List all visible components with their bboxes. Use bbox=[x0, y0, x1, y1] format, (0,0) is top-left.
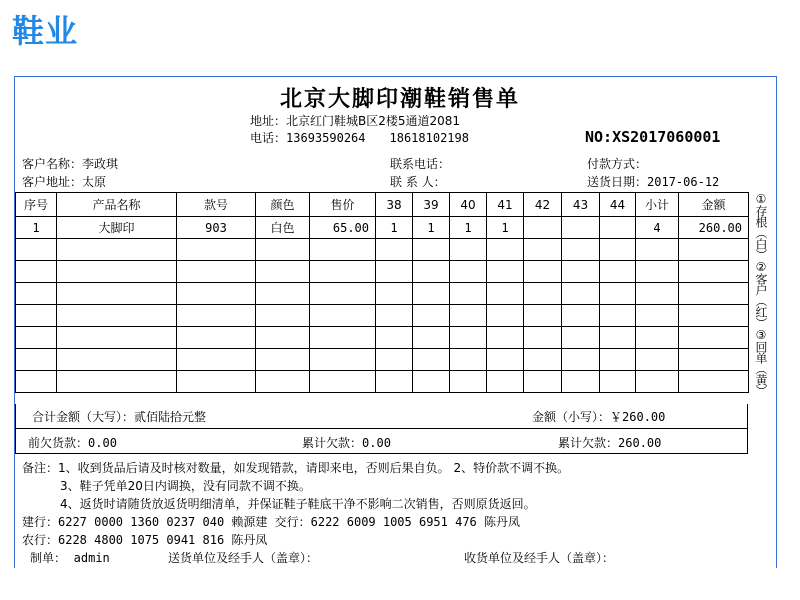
phone-1: 13693590264 bbox=[286, 131, 366, 145]
table-cell-empty bbox=[57, 305, 177, 327]
customer-address-value: 太原 bbox=[82, 175, 107, 189]
table-cell-empty bbox=[636, 283, 679, 305]
table-row-empty bbox=[16, 261, 749, 283]
prev-debt bbox=[28, 434, 117, 451]
table-cell-empty bbox=[57, 283, 177, 305]
column-header: 金额 bbox=[679, 193, 749, 217]
note-line-2: 3、鞋子凭单20日内调换，没有同款不调不换。 bbox=[60, 479, 311, 493]
column-header: 售价 bbox=[310, 193, 376, 217]
column-header: 小计 bbox=[636, 193, 679, 217]
prev-debt-label: 前欠货款： bbox=[28, 436, 89, 450]
total-debt-value: 260.00 bbox=[618, 436, 662, 450]
table-cell: 1 bbox=[450, 217, 487, 239]
maker-value: admin bbox=[73, 551, 110, 565]
column-header: 41 bbox=[487, 193, 524, 217]
table-cell: 1 bbox=[16, 217, 57, 239]
acc-debt-value: 0.00 bbox=[362, 436, 391, 450]
table-cell-empty bbox=[524, 327, 562, 349]
table-cell-empty bbox=[487, 283, 524, 305]
product-table bbox=[15, 192, 749, 393]
table-cell-empty bbox=[16, 349, 57, 371]
table-row-empty bbox=[16, 371, 749, 393]
payment-method: 付款方式： bbox=[587, 157, 648, 171]
table-cell-empty bbox=[562, 261, 600, 283]
column-header: 序号 bbox=[16, 193, 57, 217]
table-cell: 1 bbox=[487, 217, 524, 239]
table-cell-empty bbox=[413, 349, 450, 371]
table-cell-empty bbox=[376, 371, 413, 393]
table-cell-empty bbox=[177, 371, 256, 393]
table-cell-empty bbox=[413, 305, 450, 327]
table-cell-empty bbox=[562, 239, 600, 261]
table-cell-empty bbox=[636, 261, 679, 283]
table-cell-empty bbox=[600, 239, 636, 261]
column-header: 38 bbox=[376, 193, 413, 217]
contact-phone: 联系电话： bbox=[390, 157, 451, 171]
table-cell-empty bbox=[57, 327, 177, 349]
table-cell-empty bbox=[310, 283, 376, 305]
table-cell-empty bbox=[487, 239, 524, 261]
table-cell-empty bbox=[524, 239, 562, 261]
prev-debt-value: 0.00 bbox=[88, 436, 117, 450]
table-row bbox=[16, 217, 749, 239]
table-cell: 260.00 bbox=[679, 217, 749, 239]
table-cell-empty bbox=[177, 239, 256, 261]
table-row-empty bbox=[16, 327, 749, 349]
table-cell-empty bbox=[310, 371, 376, 393]
table-cell-empty bbox=[310, 261, 376, 283]
acc-debt bbox=[302, 434, 391, 451]
total-debt bbox=[558, 434, 661, 451]
table-cell-empty bbox=[487, 327, 524, 349]
table-cell: 1 bbox=[376, 217, 413, 239]
table-cell-empty bbox=[524, 349, 562, 371]
copy-notes bbox=[752, 192, 770, 396]
phone-2: 18618102198 bbox=[389, 131, 469, 145]
table-cell-empty bbox=[413, 327, 450, 349]
table-cell bbox=[600, 217, 636, 239]
bank-info-2: 农行：6228 4800 1075 0941 816 陈丹凤 bbox=[22, 533, 268, 547]
table-cell-empty bbox=[16, 261, 57, 283]
table-cell-empty bbox=[679, 283, 749, 305]
copy-note: ③回单（黄） bbox=[754, 328, 768, 396]
table-cell-empty bbox=[524, 371, 562, 393]
table-cell: 白色 bbox=[256, 217, 310, 239]
column-header: 40 bbox=[450, 193, 487, 217]
table-cell: 1 bbox=[413, 217, 450, 239]
delivery-date bbox=[587, 173, 719, 190]
table-cell-empty bbox=[600, 349, 636, 371]
column-header: 43 bbox=[562, 193, 600, 217]
table-cell-empty bbox=[524, 305, 562, 327]
table-cell-empty bbox=[177, 349, 256, 371]
table-row-empty bbox=[16, 349, 749, 371]
table-cell-empty bbox=[376, 327, 413, 349]
table-cell-empty bbox=[524, 261, 562, 283]
customer-name bbox=[22, 155, 118, 172]
delivery-date-label: 送货日期： bbox=[587, 175, 648, 189]
table-cell-empty bbox=[450, 371, 487, 393]
table-cell-empty bbox=[177, 261, 256, 283]
total-lower bbox=[532, 408, 665, 425]
table-cell-empty bbox=[256, 305, 310, 327]
table-cell-empty bbox=[413, 371, 450, 393]
table-cell-empty bbox=[679, 239, 749, 261]
table-cell-empty bbox=[256, 371, 310, 393]
table-cell-empty bbox=[679, 327, 749, 349]
total-lower-value: ￥260.00 bbox=[610, 410, 666, 424]
receiver-signature: 收货单位及经手人（盖章）： bbox=[464, 551, 615, 565]
table-cell: 大脚印 bbox=[57, 217, 177, 239]
table-cell-empty bbox=[636, 327, 679, 349]
table-cell-empty bbox=[450, 349, 487, 371]
table-cell-empty bbox=[562, 305, 600, 327]
maker-label: 制单： bbox=[30, 551, 67, 565]
shop-phone bbox=[250, 129, 469, 146]
table-cell-empty bbox=[16, 283, 57, 305]
table-cell-empty bbox=[57, 261, 177, 283]
customer-name-label: 客户名称： bbox=[22, 157, 83, 171]
invoice-title: 北京大脚印潮鞋销售单 bbox=[279, 87, 520, 112]
shop-address: 地址：北京红门鞋城B区2楼5通道2081 bbox=[250, 114, 461, 128]
table-cell bbox=[524, 217, 562, 239]
table-cell-empty bbox=[376, 305, 413, 327]
table-header-row bbox=[16, 193, 749, 217]
table-cell-empty bbox=[413, 283, 450, 305]
table-cell-empty bbox=[16, 327, 57, 349]
table-cell-empty bbox=[636, 349, 679, 371]
table-cell-empty bbox=[450, 327, 487, 349]
column-header: 产品名称 bbox=[57, 193, 177, 217]
table-cell-empty bbox=[57, 371, 177, 393]
table-cell-empty bbox=[450, 283, 487, 305]
bank-info-1: 建行：6227 0000 1360 0237 040 赖源建 交行：6222 6009 1005 6951 476 陈丹凤 bbox=[22, 515, 521, 529]
column-header: 39 bbox=[413, 193, 450, 217]
table-cell-empty bbox=[562, 371, 600, 393]
table-cell-empty bbox=[310, 305, 376, 327]
table-cell-empty bbox=[256, 239, 310, 261]
order-number: NO:XS2017060001 bbox=[585, 128, 721, 146]
contact-person: 联 系 人： bbox=[390, 175, 446, 189]
copy-note: ①存根（白） bbox=[754, 192, 768, 260]
table-cell-empty bbox=[487, 349, 524, 371]
table-cell-empty bbox=[376, 349, 413, 371]
table-cell-empty bbox=[524, 283, 562, 305]
table-cell-empty bbox=[256, 283, 310, 305]
table-cell-empty bbox=[487, 371, 524, 393]
table-cell-empty bbox=[256, 349, 310, 371]
table-cell-empty bbox=[57, 239, 177, 261]
table-row-empty bbox=[16, 283, 749, 305]
table-row-empty bbox=[16, 239, 749, 261]
table-cell-empty bbox=[562, 283, 600, 305]
note-line-3: 4、返货时请随货放返货明细清单，并保证鞋子鞋底干净不影响二次销售，否则原货返回。 bbox=[60, 497, 536, 511]
customer-address-label: 客户地址： bbox=[22, 175, 83, 189]
table-cell-empty bbox=[636, 371, 679, 393]
summary-box bbox=[15, 404, 748, 454]
total-upper-label: 合计金额（大写）： bbox=[32, 410, 135, 424]
table-cell: 903 bbox=[177, 217, 256, 239]
note-line-1: 备注：1、收到货品后请及时核对数量，如发现错款，请即来电，否则后果自负。 2、特价款不调不换。 bbox=[22, 461, 570, 475]
table-cell-empty bbox=[679, 349, 749, 371]
customer-address bbox=[22, 173, 106, 190]
table-cell: 65.00 bbox=[310, 217, 376, 239]
table-cell-empty bbox=[600, 371, 636, 393]
table-cell-empty bbox=[450, 261, 487, 283]
table-cell-empty bbox=[16, 371, 57, 393]
summary-divider bbox=[16, 428, 747, 429]
table-cell-empty bbox=[450, 239, 487, 261]
total-upper-value: 贰佰陆拾元整 bbox=[134, 410, 207, 424]
table-cell-empty bbox=[487, 305, 524, 327]
table-cell-empty bbox=[450, 305, 487, 327]
table-cell-empty bbox=[600, 327, 636, 349]
total-lower-label: 金额（小写）： bbox=[532, 410, 611, 424]
table-cell-empty bbox=[636, 239, 679, 261]
table-cell-empty bbox=[310, 349, 376, 371]
delivery-date-value: 2017-06-12 bbox=[647, 175, 720, 189]
table-cell-empty bbox=[376, 239, 413, 261]
table-cell-empty bbox=[177, 327, 256, 349]
table-cell-empty bbox=[310, 327, 376, 349]
table-cell-empty bbox=[177, 283, 256, 305]
table-cell-empty bbox=[376, 261, 413, 283]
table-cell-empty bbox=[600, 261, 636, 283]
sender-signature: 送货单位及经手人（盖章）： bbox=[168, 551, 319, 565]
table-cell-empty bbox=[256, 327, 310, 349]
total-debt-label: 累计欠款： bbox=[558, 436, 619, 450]
column-header: 颜色 bbox=[256, 193, 310, 217]
table-cell-empty bbox=[487, 261, 524, 283]
total-upper bbox=[32, 408, 206, 425]
table-cell-empty bbox=[636, 305, 679, 327]
table-cell-empty bbox=[177, 305, 256, 327]
table-cell-empty bbox=[310, 239, 376, 261]
table-cell-empty bbox=[16, 305, 57, 327]
column-header: 42 bbox=[524, 193, 562, 217]
customer-name-value: 李政琪 bbox=[82, 157, 119, 171]
maker bbox=[30, 549, 110, 566]
table-cell-empty bbox=[600, 305, 636, 327]
table-cell-empty bbox=[57, 349, 177, 371]
table-cell-empty bbox=[413, 261, 450, 283]
table-cell-empty bbox=[256, 261, 310, 283]
column-header: 44 bbox=[600, 193, 636, 217]
phone-label: 电话： bbox=[250, 131, 287, 145]
table-cell-empty bbox=[679, 305, 749, 327]
table-cell-empty bbox=[562, 327, 600, 349]
table-cell-empty bbox=[413, 239, 450, 261]
copy-note: ②客户（红） bbox=[754, 260, 768, 328]
brand-title: 鞋业 bbox=[12, 12, 79, 50]
table-cell: 4 bbox=[636, 217, 679, 239]
table-row-empty bbox=[16, 305, 749, 327]
table-cell-empty bbox=[679, 371, 749, 393]
acc-debt-label: 累计欠款： bbox=[302, 436, 363, 450]
table-cell-empty bbox=[679, 261, 749, 283]
table-cell-empty bbox=[376, 283, 413, 305]
table-cell-empty bbox=[562, 349, 600, 371]
table-cell-empty bbox=[600, 283, 636, 305]
table-cell bbox=[562, 217, 600, 239]
table-cell-empty bbox=[16, 239, 57, 261]
column-header: 款号 bbox=[177, 193, 256, 217]
